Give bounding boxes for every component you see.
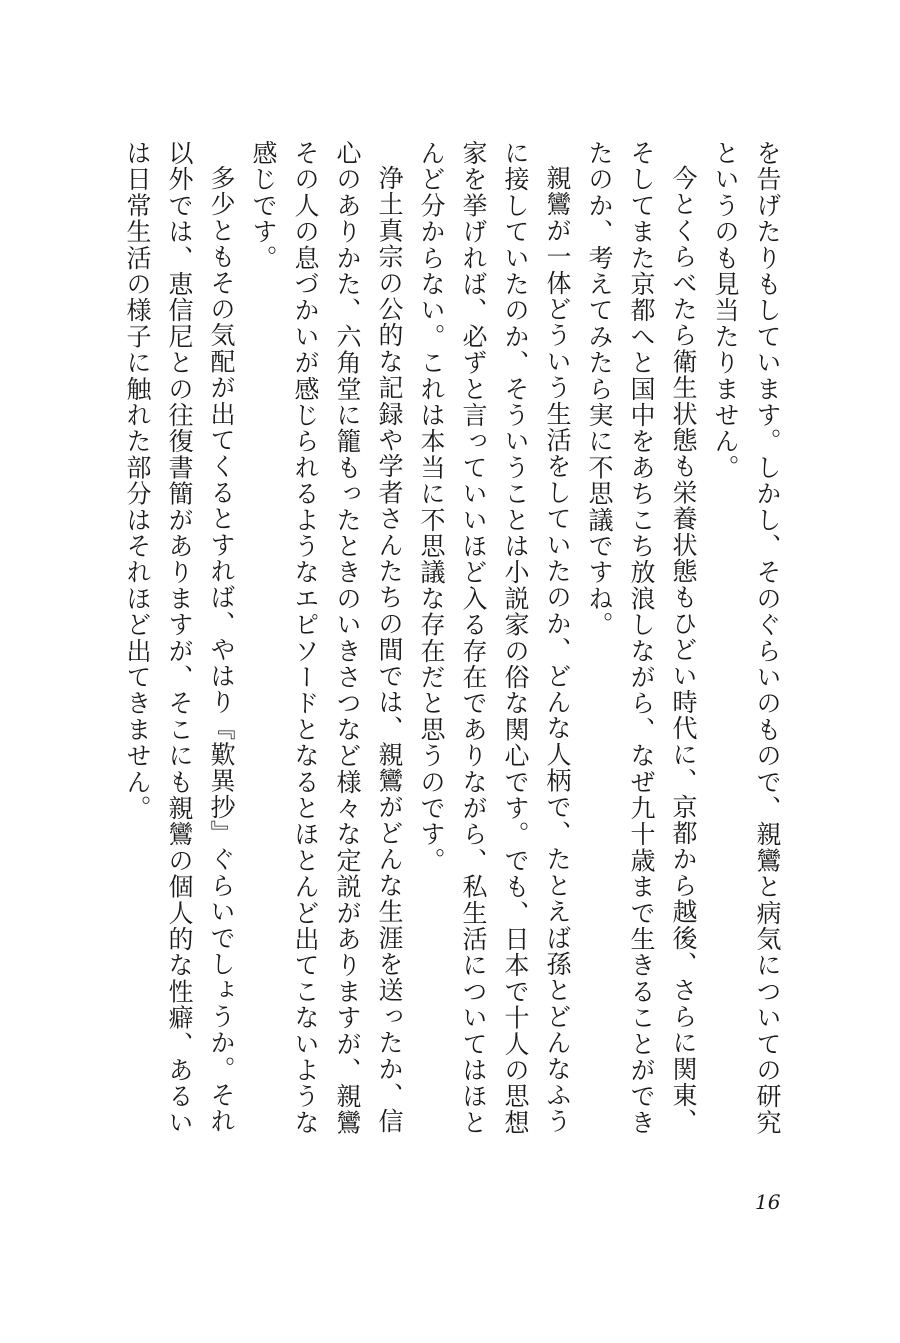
page-number: 16 xyxy=(755,1190,781,1214)
paragraph-1: を告げたりもしています。しかし、そのぐらいのもので、親鸞と病気についての研究というのも見当たりません。 xyxy=(711,140,782,1136)
vertical-text-body xyxy=(123,140,788,1150)
paragraph-2: 今とくらべたら衛生状態も栄養状態もひどい時代に、京都から越後、さらに関東、そしてまた京都へと国中をあちこち放浪しながら、なぜ九十歳まで生きることができたのか、考えてみたら実に不思議ですね。 xyxy=(585,140,698,1136)
paragraph-4: 浄土真宗の公的な記録や学者さんたちの間では、親鸞がどんな生涯を送ったか、信心のありかた、六角堂に籠もったときのいきさつなど様々な定説がありますが、親鸞その人の息づかいが感じられるようなエピソードとなるとほとんど出てこないような感じです。 xyxy=(249,140,404,1136)
paragraph-3: 親鸞が一体どういう生活をしていたのか、どんな人柄で、たとえば孫とどんなふうに接していたのか、そういうことは小説家の俗な関心です。でも、日本で十人の思想家を挙げれば、必ずと言っていいほど入る存在でありながら、私生活についてはほとんど分からない。これは本当に不思議な存在だと思うのです。 xyxy=(417,140,572,1136)
paragraph-5: 多少ともその気配が出てくるとすれば、やはり『歎異抄』ぐらいでしょうか。それ以外では、恵信尼との往復書簡がありますが、そこにも親鸞の個人的な性癖、あるいは日常生活の様子に触れた部分はそれほど出てきません。 xyxy=(123,140,236,1136)
